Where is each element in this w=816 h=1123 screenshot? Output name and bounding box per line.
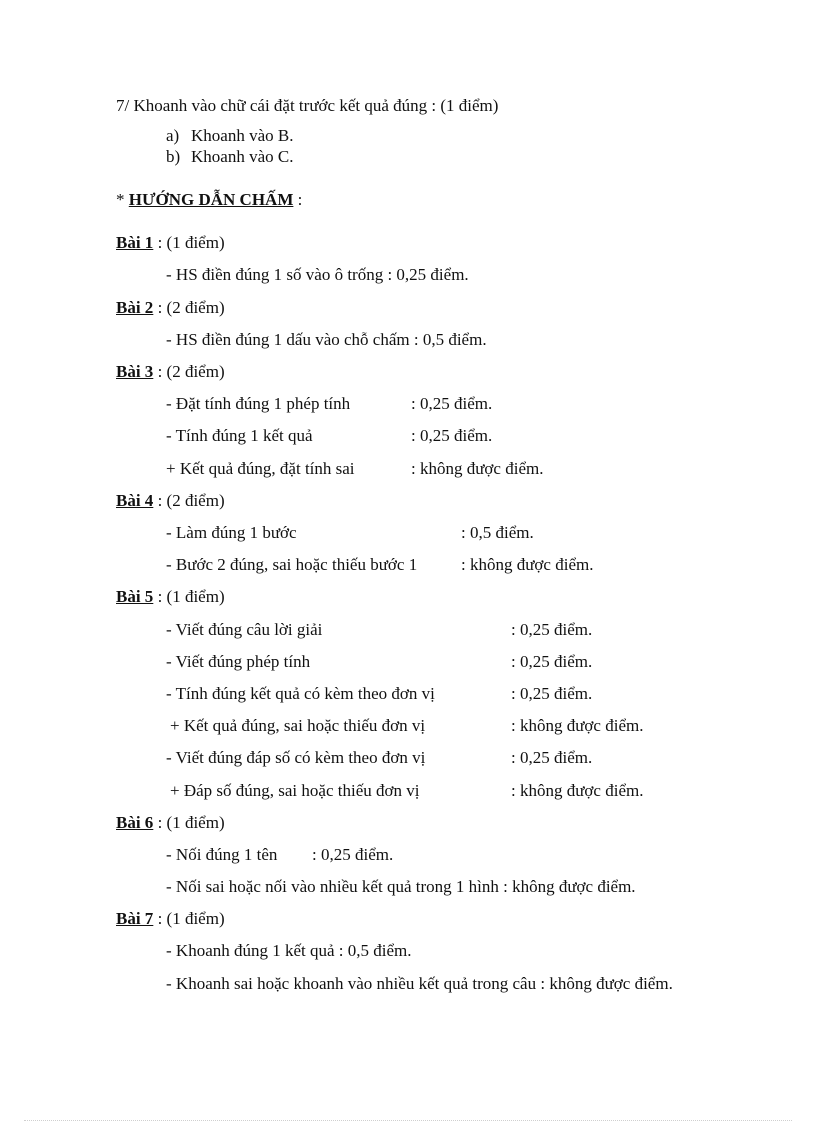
bai-4-line-2-text: - Bước 2 đúng, sai hoặc thiếu bước 1 (166, 555, 418, 574)
bai-3-line-3-text: + Kết quả đúng, đặt tính sai (166, 459, 355, 478)
bai-5-line-5-score: : 0,25 điểm. (511, 748, 593, 767)
option-a-label: a) (166, 126, 180, 145)
section-points: : (1 điểm) (153, 233, 225, 252)
bai-5-line-1-text: - Viết đúng câu lời giải (166, 620, 323, 639)
bai-5-line-6-text: + Đáp số đúng, sai hoặc thiếu đơn vị (170, 781, 420, 800)
section-title: Bài 5 (116, 587, 154, 606)
section-bai-5 (116, 587, 225, 607)
section-bai-2 (116, 298, 225, 318)
section-points: : (1 điểm) (153, 909, 225, 928)
bai-2-line-1: - HS điền đúng 1 dấu vào chỗ chấm : 0,5 điểm. (166, 330, 487, 349)
bai-4-line-2-score: : không được điểm. (461, 555, 594, 574)
section-title: Bài 6 (116, 813, 154, 832)
guide-heading: HƯỚNG DẪN CHẤM (128, 190, 294, 209)
section-bai-3 (116, 362, 225, 382)
bai-7-line-2: - Khoanh sai hoặc khoanh vào nhiều kết quả trong câu : không được điểm. (166, 974, 673, 993)
bai-1-line-1: - HS điền đúng 1 số vào ô trống : 0,25 điểm. (166, 265, 469, 284)
section-bai-7 (116, 909, 225, 929)
bai-3-line-2-text: - Tính đúng 1 kết quả (166, 426, 313, 445)
bai-7-line-1: - Khoanh đúng 1 kết quả : 0,5 điểm. (166, 941, 412, 960)
section-title: Bài 4 (116, 491, 154, 510)
guide-star: * (116, 190, 129, 209)
bai-5-line-5-text: - Viết đúng đáp số có kèm theo đơn vị (166, 748, 426, 767)
bai-4-line-1-score: : 0,5 điểm. (461, 523, 534, 542)
guide-colon: : (293, 190, 303, 209)
bai-4-line-1-text: - Làm đúng 1 bước (166, 523, 297, 542)
bai-3-line-3-score: : không được điểm. (411, 459, 544, 478)
section-points: : (1 điểm) (153, 813, 225, 832)
bai-6-line-1-text: - Nối đúng 1 tên (166, 845, 278, 864)
bai-5-line-4-score: : không được điểm. (511, 716, 644, 735)
bai-5-line-2-text: - Viết đúng phép tính (166, 652, 311, 671)
section-title: Bài 3 (116, 362, 154, 381)
bai-5-line-2-score: : 0,25 điểm. (511, 652, 593, 671)
section-points: : (2 điểm) (153, 362, 225, 381)
question-7-title: 7/ Khoanh vào chữ cái đặt trước kết quả đúng : (1 điểm) (116, 96, 499, 115)
guide-heading-line (116, 190, 302, 210)
bai-3-line-2-score: : 0,25 điểm. (411, 426, 493, 445)
section-title: Bài 1 (116, 233, 154, 252)
page-bottom-divider (24, 1120, 792, 1121)
option-a-text: Khoanh vào B. (191, 126, 294, 145)
bai-5-line-3-text: - Tính đúng kết quả có kèm theo đơn vị (166, 684, 435, 703)
section-points: : (2 điểm) (153, 298, 225, 317)
section-points: : (1 điểm) (153, 587, 225, 606)
bai-5-line-4-text: + Kết quả đúng, sai hoặc thiếu đơn vị (170, 716, 426, 735)
bai-5-line-1-score: : 0,25 điểm. (511, 620, 593, 639)
section-points: : (2 điểm) (153, 491, 225, 510)
option-b-label: b) (166, 147, 181, 166)
section-title: Bài 7 (116, 909, 154, 928)
bai-6-line-1-score: : 0,25 điểm. (312, 845, 394, 864)
bai-3-line-1-text: - Đặt tính đúng 1 phép tính (166, 394, 351, 413)
bai-5-line-3-score: : 0,25 điểm. (511, 684, 593, 703)
section-bai-6 (116, 813, 225, 833)
section-title: Bài 2 (116, 298, 154, 317)
bai-5-line-6-score: : không được điểm. (511, 781, 644, 800)
section-bai-1 (116, 233, 225, 253)
option-b-text: Khoanh vào C. (191, 147, 294, 166)
bai-6-line-2: - Nối sai hoặc nối vào nhiều kết quả trong 1 hình : không được điểm. (166, 877, 636, 896)
section-bai-4 (116, 491, 225, 511)
bai-3-line-1-score: : 0,25 điểm. (411, 394, 493, 413)
